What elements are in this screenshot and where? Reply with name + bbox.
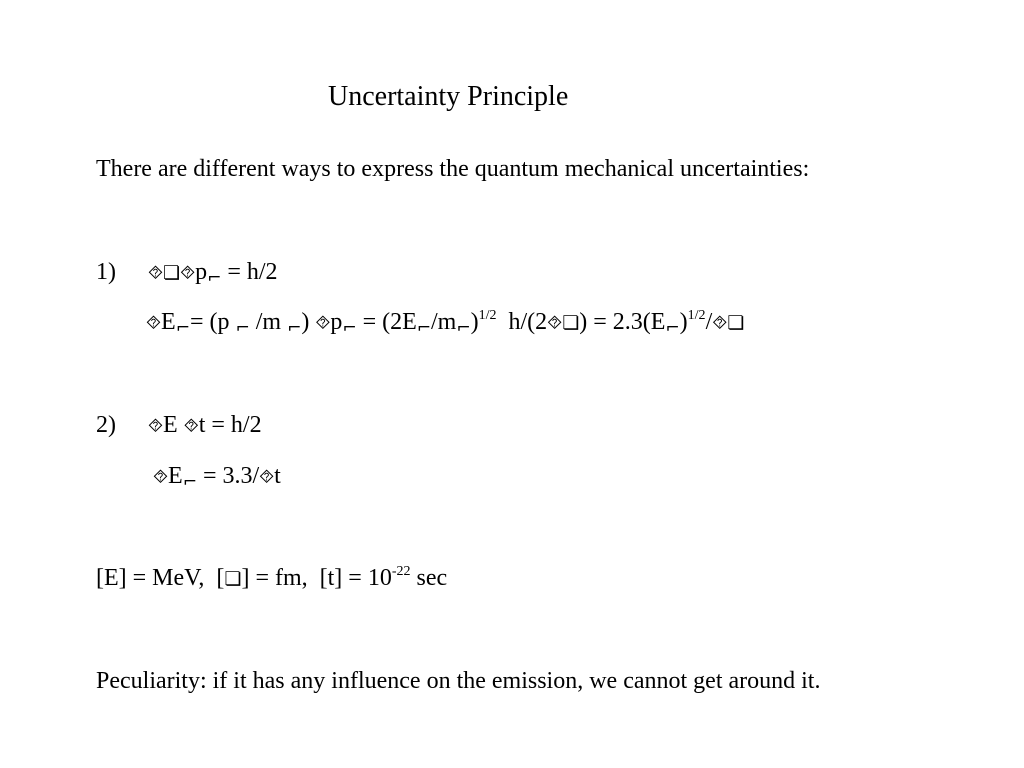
delta-glyph: ⯑ bbox=[146, 312, 162, 334]
delta-glyph: ⯑ bbox=[712, 312, 728, 334]
exponent: 1/2 bbox=[687, 308, 706, 323]
subscript-glyph: ⌐ bbox=[287, 318, 302, 338]
intro-text: There are different ways to express the quantum mechanical uncertainties: bbox=[96, 156, 810, 182]
delta-glyph: ⯑ bbox=[183, 415, 199, 437]
units-line: [E] = MeV, [❏] = fm, $[t] = 10^{-22}$ sec bbox=[96, 564, 448, 591]
exponent: 1/2 bbox=[478, 308, 497, 323]
subscript-glyph: ⌐ bbox=[207, 268, 222, 288]
lambda-glyph: ❏ bbox=[163, 262, 181, 284]
item-2-equation: ⯑E ⯑t = h/2 bbox=[148, 412, 262, 438]
exponent: -22 bbox=[391, 564, 411, 579]
lambda-glyph: ❏ bbox=[562, 312, 580, 334]
item-1-equation: $⯑❏⯑p_⌐ = h/2$ bbox=[148, 259, 278, 288]
item-1-derivation: $⯑E_⌐= (p$ $_⌐$ /m $_⌐$) $⯑p_⌐ = (2E_⌐/m_⌐)^{1/2}$ h/(2⯑❏) = $2.3(E_⌐)^{1/2}/⯑❏$ bbox=[146, 308, 745, 338]
subscript-glyph: ⌐ bbox=[182, 472, 197, 492]
slide-title: Uncertainty Principle bbox=[328, 81, 569, 112]
subscript-glyph: ⌐ bbox=[456, 318, 471, 338]
subscript-glyph: ⌐ bbox=[175, 318, 190, 338]
subscript-glyph: ⌐ bbox=[665, 318, 680, 338]
item-1-number: 1) bbox=[96, 259, 116, 285]
lambda-glyph: ❏ bbox=[224, 568, 242, 590]
delta-glyph: ⯑ bbox=[259, 466, 275, 488]
subscript-glyph: ⌐ bbox=[416, 318, 432, 338]
delta-glyph: ⯑ bbox=[148, 262, 164, 284]
delta-glyph: ⯑ bbox=[315, 312, 331, 334]
delta-glyph: ⯑ bbox=[180, 262, 196, 284]
delta-glyph: ⯑ bbox=[547, 312, 563, 334]
lambda-glyph: ❏ bbox=[727, 312, 745, 334]
delta-glyph: ⯑ bbox=[153, 466, 169, 488]
delta-glyph: ⯑ bbox=[148, 415, 164, 437]
item-2-number: 2) bbox=[96, 412, 116, 438]
subscript-glyph: ⌐ bbox=[342, 318, 357, 338]
closing-text: Peculiarity: if it has any influence on the emission, we cannot get around it. bbox=[96, 668, 821, 694]
subscript-glyph: ⌐ bbox=[235, 318, 250, 338]
item-2-derivation: $⯑E_⌐$ = 3.3/⯑t bbox=[153, 463, 281, 492]
